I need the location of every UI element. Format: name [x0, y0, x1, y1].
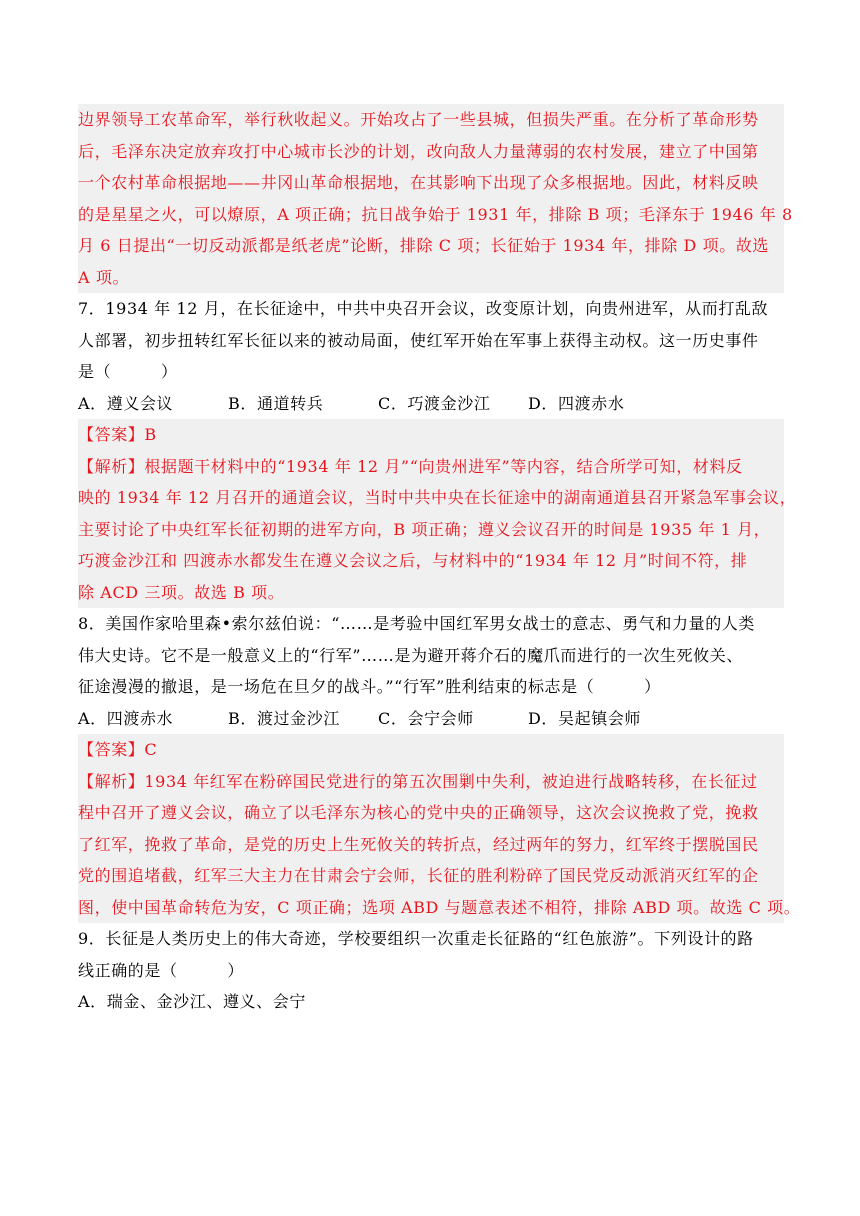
question-7	[78, 293, 784, 419]
q9-stem-line: 线正确的是（ ）	[78, 960, 245, 980]
q8-answer: 【答案】C	[78, 740, 158, 759]
q9-stem-line: 9．长征是人类历史上的伟大奇迹，学校要组织一次重走长征路的“红色旅游”。下列设计的路	[78, 929, 754, 948]
document-page	[78, 104, 801, 1018]
q6-analysis-line: 后，毛泽东决定放弃攻打中心城市长沙的计划，改向敌人力量薄弱的农村发展，建立了中国第	[78, 141, 759, 161]
q7-analysis-line: 除 ACD 三项。故选 B 项。	[78, 582, 285, 602]
q8-stem-line: 伟大史诗。它不是一般意义上的“行军”……是为避开蒋介石的魔爪而进行的一次生死攸关、	[78, 645, 743, 665]
q6-analysis-line: 月 6 日提出“一切反动派都是纸老虎”论断，排除 C 项；长征始于 1934 年，排除 D 项。故选	[78, 236, 770, 255]
q7-analysis-line: 映的 1934 年 12 月召开的通道会议，当时中共中央在长征途中的湖南通道县召开紧急军事会议，	[78, 488, 797, 507]
q7-stem-line: 是（ ）	[78, 362, 178, 381]
q8-options	[78, 703, 784, 735]
q7-analysis-line: 【解析】根据题干材料中的“1934 年 12 月”“向贵州进军”等内容，结合所学可知，材料反	[78, 456, 743, 476]
question-8	[78, 608, 784, 734]
q8-stem-line: 8．美国作家哈里森•索尔兹伯说：“……是考验中国红军男女战士的意志、勇气和力量的人类	[78, 614, 755, 633]
q8-analysis-line: 了红军，挽救了革命，是党的历史上生死攸关的转折点，经过两年的努力，红军终于摆脱国民	[78, 834, 759, 854]
q8-option-b: B．渡过金沙江	[228, 708, 340, 728]
q8-solution	[78, 734, 801, 923]
q9-option-a: A．瑞金、金沙江、遵义、会宁	[78, 992, 306, 1011]
q6-analysis-line: A 项。	[78, 267, 130, 287]
q7-stem-line: 7．1934 年 12 月，在长征途中，中共中央召开会议，改变原计划，向贵州进军，从而打乱敌	[78, 299, 769, 318]
q6-analysis-line: 边界领导工农革命军，举行秋收起义。开始攻占了一些县城，但损失严重。在分析了革命形势	[78, 110, 759, 129]
q8-option-c: C．会宁会师	[378, 708, 474, 728]
q7-analysis-line: 主要讨论了中央红军长征初期的进军方向，B 项正确；遵义会议召开的时间是 1935 年 1 月，	[78, 519, 771, 539]
q7-analysis-line: 巧渡金沙江和 四渡赤水都发生在遵义会议之后，与材料中的“1934 年 12 月”时间不符，排	[78, 551, 748, 570]
q8-analysis-line: 党的围追堵截，红军三大主力在甘肃会宁会师，长征的胜利粉碎了国民党反动派消灭红军的企	[78, 866, 759, 885]
q7-answer: 【答案】B	[78, 425, 157, 444]
q6-analysis	[78, 104, 793, 293]
q8-option-a: A．四渡赤水	[78, 708, 174, 728]
q8-stem-line: 征途漫漫的撤退，是一场危在旦夕的战斗。”“行军”胜利结束的标志是（ ）	[78, 677, 661, 696]
q7-solution	[78, 419, 797, 608]
q8-analysis-line: 图，使中国革命转危为安，C 项正确；选项 ABD 与题意表述不相符，排除 ABD 项。故选 C 项。	[78, 897, 801, 917]
q6-analysis-line: 的是星星之火，可以燎原，A 项正确；抗日战争始于 1931 年，排除 B 项；毛泽东于 1946 年 8	[78, 204, 793, 224]
q7-options	[78, 388, 784, 420]
q7-stem-line: 人部署，初步扭转红军长征以来的被动局面，使红军开始在军事上获得主动权。这一历史事件	[78, 330, 759, 350]
q6-analysis-line: 一个农村革命根据地——井冈山革命根据地，在其影响下出现了众多根据地。因此，材料反映	[78, 173, 759, 192]
q8-analysis-line: 程中召开了遵义会议，确立了以毛泽东为核心的党中央的正确领导，这次会议挽救了党，挽救	[78, 803, 759, 822]
q8-analysis-line: 【解析】1934 年红军在粉碎国民党进行的第五次围剿中失利，被迫进行战略转移，在长征过	[78, 771, 758, 791]
q8-option-d: D．吴起镇会师	[528, 708, 642, 728]
question-9	[78, 923, 784, 1018]
q7-option-d: D．四渡赤水	[528, 393, 625, 413]
q7-option-a: A．遵义会议	[78, 393, 174, 413]
q7-option-c: C．巧渡金沙江	[378, 393, 491, 413]
q7-option-b: B．通道转兵	[228, 393, 324, 413]
